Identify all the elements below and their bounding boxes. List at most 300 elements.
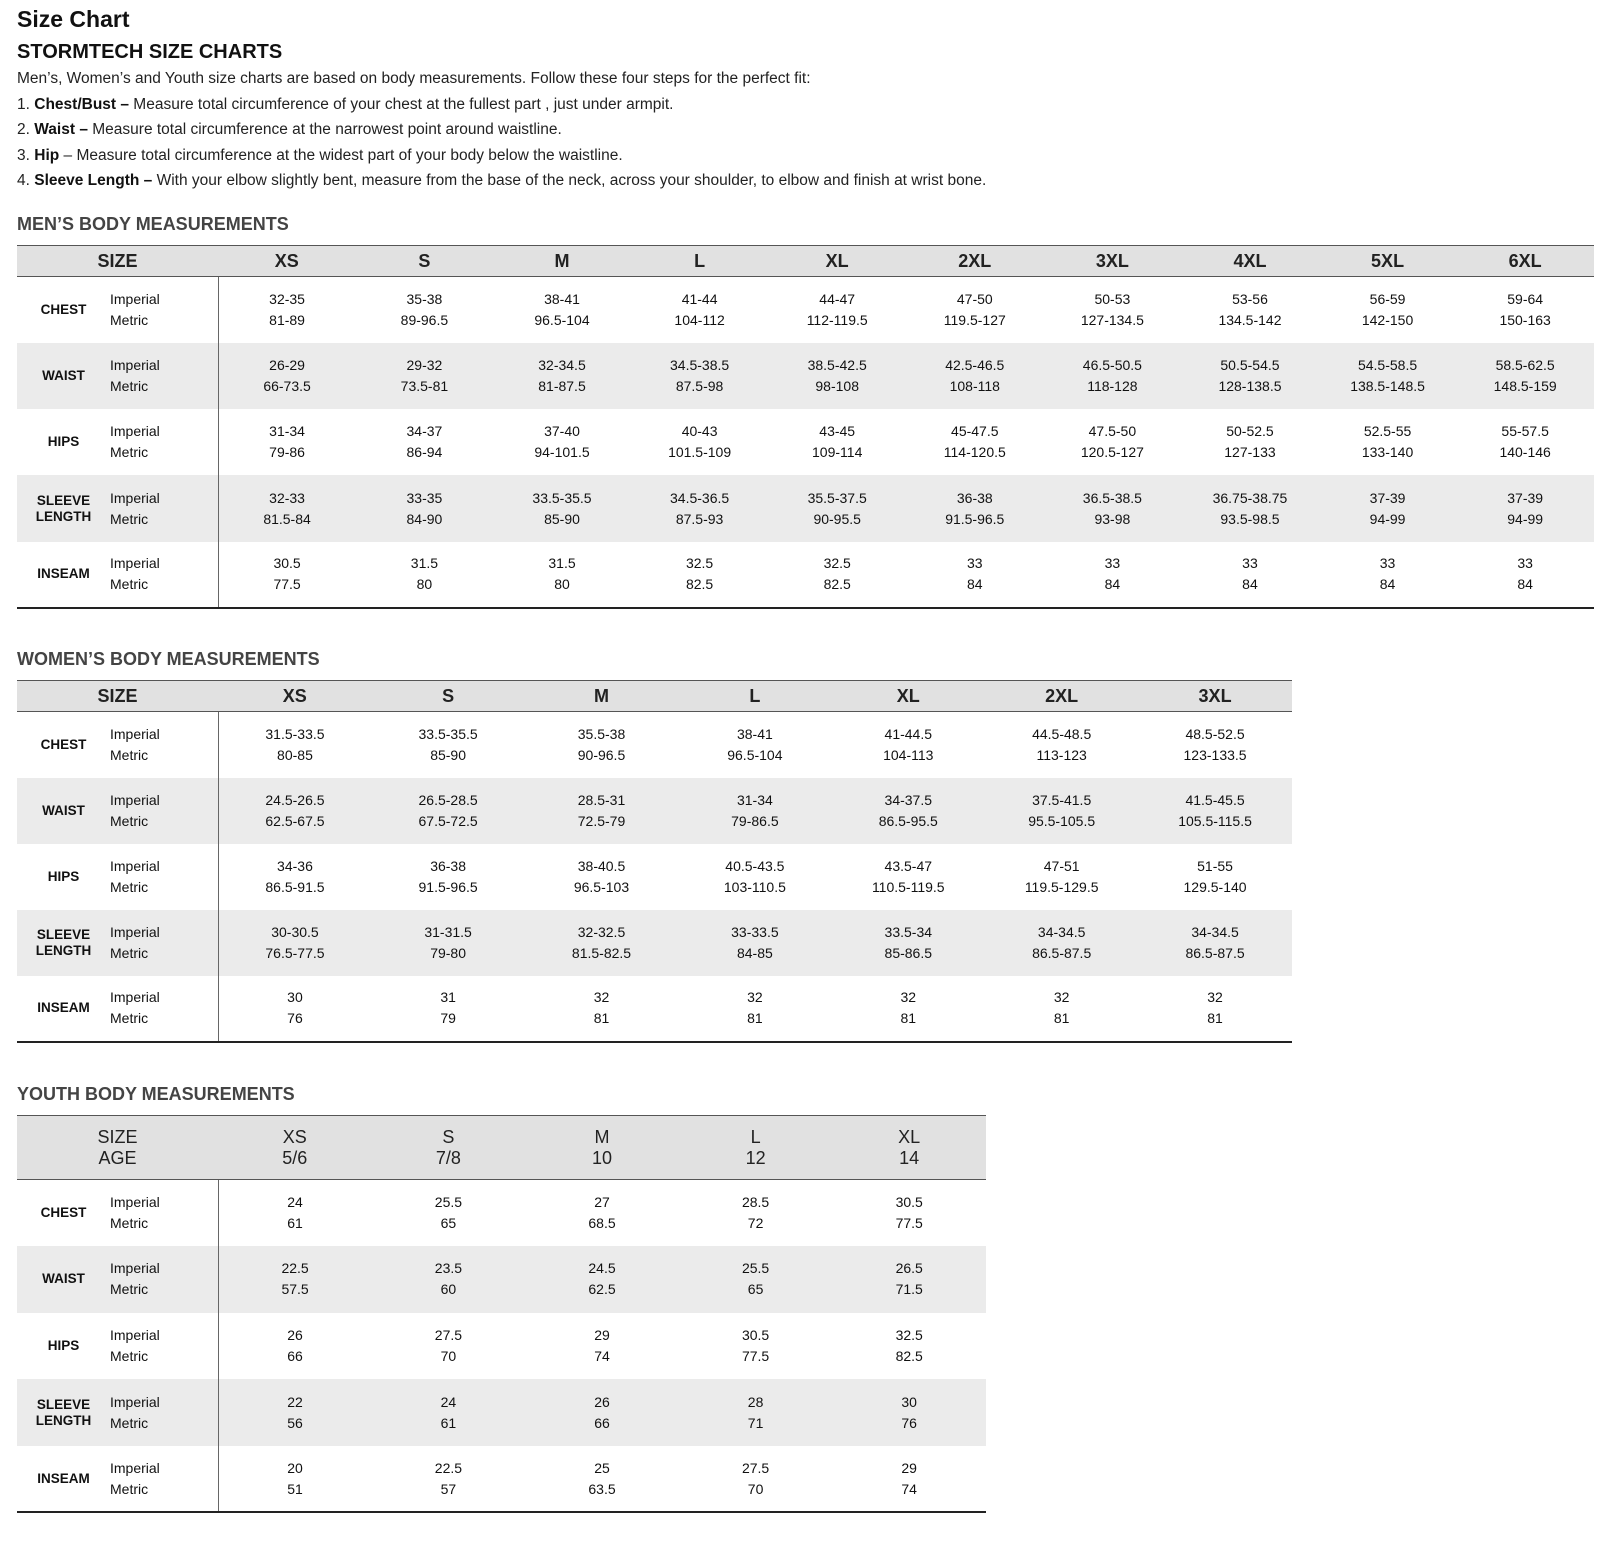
metric-value: 76.5-77.5 xyxy=(265,944,325,961)
size-column-header xyxy=(678,681,831,712)
metric-value: 142-150 xyxy=(1361,311,1414,328)
youth-size-table xyxy=(17,1115,986,1513)
metric-value: 129.5-140 xyxy=(1183,878,1247,895)
imperial-value: 30.5 xyxy=(273,555,301,572)
age-range: 5/6 xyxy=(282,1147,308,1168)
metric-value: 57.5 xyxy=(281,1281,309,1298)
metric-value: 63.5 xyxy=(588,1480,616,1497)
imperial-value: 32-33 xyxy=(269,489,305,506)
measurement-value-cell xyxy=(985,976,1138,1042)
metric-value: 84 xyxy=(966,576,983,593)
size-column-header xyxy=(985,681,1138,712)
metric-value: 84 xyxy=(1104,576,1121,593)
imperial-value: 47-51 xyxy=(1043,857,1080,874)
metric-label: Metric xyxy=(110,1480,149,1497)
imperial-value: 40-43 xyxy=(681,423,718,440)
womens-section-title: WOMEN’S BODY MEASUREMENTS xyxy=(17,649,320,669)
measurement-name: WAIST xyxy=(17,778,110,844)
imperial-value: 50-52.5 xyxy=(1226,423,1274,440)
size-code: XS xyxy=(274,250,299,271)
imperial-value: 47-50 xyxy=(956,290,993,307)
measurement-value-cell xyxy=(1138,910,1291,976)
imperial-value: 33.5-35.5 xyxy=(418,725,478,742)
imperial-value: 32.5 xyxy=(895,1326,923,1343)
imperial-value: 31-31.5 xyxy=(424,923,472,940)
imperial-value: 33-33.5 xyxy=(731,923,779,940)
imperial-value: 31-34 xyxy=(269,423,305,440)
measurement-value-cell xyxy=(1456,409,1594,475)
page-subtitle: STORMTECH SIZE CHARTS xyxy=(17,41,283,63)
measurement-row xyxy=(17,976,1292,1042)
metric-value: 93-98 xyxy=(1094,510,1131,527)
metric-value: 89-96.5 xyxy=(400,311,449,328)
measurement-value-cell xyxy=(1044,277,1182,343)
measurement-name: CHEST xyxy=(40,1205,87,1221)
measurement-value-cell xyxy=(218,1313,372,1380)
measurement-value-cell xyxy=(985,910,1138,976)
measurement-value-cell xyxy=(678,778,831,844)
imperial-value: 32.5 xyxy=(823,555,851,572)
measurement-value-cell xyxy=(493,343,631,409)
measurement-value-cell xyxy=(832,910,985,976)
metric-value: 79-80 xyxy=(430,944,466,961)
imperial-value: 42.5-46.5 xyxy=(945,356,1005,373)
imperial-value: 35.5-37.5 xyxy=(807,489,867,506)
imperial-value: 32-34.5 xyxy=(538,356,586,373)
metric-value: 104-112 xyxy=(674,311,725,328)
metric-value: 103-110.5 xyxy=(723,878,786,895)
metric-value: 67.5-72.5 xyxy=(418,812,478,829)
measurement-value-cell xyxy=(768,475,906,541)
imperial-value: 28.5-31 xyxy=(577,791,626,808)
imperial-value: 47.5-50 xyxy=(1088,423,1137,440)
measurement-value-cell xyxy=(768,542,906,608)
imperial-value: 31 xyxy=(440,989,456,1005)
measurement-value-cell xyxy=(679,1180,833,1247)
measurement-value-cell xyxy=(372,1446,526,1513)
imperial-value: 59-64 xyxy=(1507,290,1544,307)
measuring-steps xyxy=(17,92,1593,194)
imperial-value: 48.5-52.5 xyxy=(1185,725,1245,742)
unit-labels xyxy=(110,475,218,541)
measurement-value-cell xyxy=(832,844,985,910)
measurement-value-cell xyxy=(371,910,524,976)
measurement-value-cell xyxy=(906,343,1044,409)
metric-value: 51 xyxy=(287,1480,303,1497)
imperial-value: 31.5 xyxy=(548,555,576,572)
measurement-value-cell xyxy=(1181,277,1319,343)
metric-value: 77.5 xyxy=(273,576,301,593)
measurement-value-cell xyxy=(525,1379,679,1446)
metric-value: 94-99 xyxy=(1369,510,1406,527)
measurement-value-cell xyxy=(372,1379,526,1446)
unit-labels xyxy=(110,844,218,910)
metric-value: 86.5-91.5 xyxy=(265,878,325,895)
metric-value: 134.5-142 xyxy=(1218,311,1282,328)
metric-value: 86-94 xyxy=(406,444,443,461)
metric-value: 77.5 xyxy=(741,1347,770,1364)
unit-labels xyxy=(110,712,218,778)
size-column-header xyxy=(1044,246,1182,277)
imperial-value: 24.5-26.5 xyxy=(265,791,325,808)
measurement-value-cell xyxy=(1138,778,1291,844)
metric-value: 76 xyxy=(901,1414,917,1431)
metric-value: 84 xyxy=(1242,576,1258,593)
measurement-value-cell xyxy=(218,844,371,910)
measurement-value-cell xyxy=(371,712,524,778)
imperial-value: 53-56 xyxy=(1232,290,1268,307)
metric-value: 96.5-104 xyxy=(727,746,783,763)
measurement-value-cell xyxy=(1181,343,1319,409)
metric-value: 84-90 xyxy=(406,510,443,527)
metric-label: Metric xyxy=(110,444,149,461)
size-column-header xyxy=(1456,246,1594,277)
size-label: SIZE xyxy=(97,685,138,706)
measurement-value-cell xyxy=(906,542,1044,608)
imperial-value: 46.5-50.5 xyxy=(1082,356,1142,373)
measurement-row xyxy=(17,778,1292,844)
imperial-value: 43-45 xyxy=(819,423,856,440)
size-code: 2XL xyxy=(958,250,992,271)
measurement-value-cell xyxy=(985,712,1138,778)
metric-value: 70 xyxy=(440,1347,457,1364)
measurement-value-cell xyxy=(1044,343,1182,409)
metric-value: 81.5-84 xyxy=(263,510,311,527)
metric-value: 68.5 xyxy=(588,1215,616,1232)
metric-label: Metric xyxy=(110,812,149,829)
imperial-label: Imperial xyxy=(110,290,160,307)
imperial-label: Imperial xyxy=(110,857,160,874)
metric-value: 86.5-95.5 xyxy=(878,812,938,829)
measurement-value-cell xyxy=(1044,409,1182,475)
step-number: 1. xyxy=(17,95,30,113)
size-code: S xyxy=(442,685,455,706)
measurement-value-cell xyxy=(218,1180,372,1247)
measurement-value-cell xyxy=(631,409,769,475)
measurement-value-cell xyxy=(679,1379,833,1446)
step-number: 2. xyxy=(17,121,30,138)
unit-labels xyxy=(110,1313,218,1380)
imperial-value: 37-39 xyxy=(1369,489,1406,506)
measurement-value-cell xyxy=(1456,475,1594,541)
metric-value: 81 xyxy=(900,1010,917,1026)
metric-value: 94-99 xyxy=(1507,510,1544,527)
measurement-value-cell xyxy=(525,1313,679,1380)
metric-value: 79-86.5 xyxy=(731,812,779,829)
measurement-value-cell xyxy=(525,778,678,844)
metric-value: 72.5-79 xyxy=(577,812,626,829)
unit-labels xyxy=(110,343,218,409)
measurement-name: SLEEVE LENGTH xyxy=(17,1379,110,1446)
measurement-value-cell xyxy=(493,475,631,541)
imperial-value: 44.5-48.5 xyxy=(1032,725,1092,742)
imperial-label: Imperial xyxy=(110,555,160,572)
measurement-value-cell xyxy=(218,277,356,343)
size-label: SIZE xyxy=(97,250,138,271)
imperial-value: 38-40.5 xyxy=(577,857,626,874)
measurement-value-cell xyxy=(356,409,494,475)
metric-label: Metric xyxy=(110,1414,149,1431)
unit-labels xyxy=(110,277,218,343)
step-term: Sleeve Length – xyxy=(34,172,153,189)
measurement-value-cell xyxy=(218,343,356,409)
size-column-header xyxy=(832,1116,986,1180)
metric-label: Metric xyxy=(110,510,149,527)
imperial-value: 34.5-36.5 xyxy=(670,489,730,506)
step-chest xyxy=(17,92,1593,118)
imperial-label: Imperial xyxy=(110,1393,160,1410)
imperial-value: 50.5-54.5 xyxy=(1220,356,1280,373)
imperial-value: 27 xyxy=(594,1194,610,1211)
step-hip xyxy=(17,143,1593,169)
measurement-name: INSEAM xyxy=(17,1446,110,1513)
imperial-value: 30.5 xyxy=(741,1326,770,1343)
imperial-label: Imperial xyxy=(110,356,160,373)
size-code: 3XL xyxy=(1198,685,1232,706)
imperial-value: 32-35 xyxy=(269,290,305,307)
metric-value: 110.5-119.5 xyxy=(871,878,945,895)
metric-value: 118-128 xyxy=(1087,377,1138,394)
step-term: Chest/Bust – xyxy=(34,95,129,113)
measurement-row xyxy=(17,1446,986,1513)
measurement-row xyxy=(17,1313,986,1380)
imperial-value: 33 xyxy=(1242,555,1258,572)
step-number: 3. xyxy=(17,146,30,164)
imperial-value: 28 xyxy=(747,1393,764,1410)
metric-value: 81 xyxy=(1207,1010,1223,1026)
measurement-value-cell xyxy=(218,1246,372,1313)
metric-value: 91.5-96.5 xyxy=(945,510,1005,527)
measurement-value-cell xyxy=(832,778,985,844)
imperial-label: Imperial xyxy=(110,989,160,1005)
metric-value: 112-119.5 xyxy=(806,311,868,328)
imperial-label: Imperial xyxy=(110,1260,160,1277)
measurement-value-cell xyxy=(356,277,494,343)
age-range: 12 xyxy=(745,1147,766,1168)
header-row xyxy=(17,681,1292,712)
metric-value: 82.5 xyxy=(895,1347,923,1364)
size-code: L xyxy=(749,685,761,706)
metric-value: 65 xyxy=(747,1281,764,1298)
measurement-value-cell xyxy=(768,277,906,343)
measurement-value-cell xyxy=(356,475,494,541)
metric-value: 81-89 xyxy=(269,311,305,328)
metric-value: 81-87.5 xyxy=(538,377,586,394)
measurement-value-cell xyxy=(832,1313,986,1380)
measurement-value-cell xyxy=(631,343,769,409)
size-header-cell xyxy=(17,246,218,277)
metric-value: 86.5-87.5 xyxy=(1185,944,1245,961)
size-code: 6XL xyxy=(1508,250,1542,271)
measurement-name: SLEEVE LENGTH xyxy=(17,910,110,976)
measurement-row xyxy=(17,844,1292,910)
metric-value: 113-123 xyxy=(1036,746,1087,763)
age-label: AGE xyxy=(98,1147,137,1168)
metric-value: 90-95.5 xyxy=(813,510,861,527)
imperial-value: 25.5 xyxy=(434,1194,463,1211)
imperial-label: Imperial xyxy=(110,725,160,742)
size-code: S xyxy=(418,250,431,271)
metric-value: 127-133 xyxy=(1224,444,1276,461)
imperial-value: 29 xyxy=(594,1326,610,1343)
measurement-value-cell xyxy=(832,1180,986,1247)
metric-value: 79-86 xyxy=(269,444,305,461)
metric-value: 71 xyxy=(747,1414,764,1431)
measurement-value-cell xyxy=(679,1246,833,1313)
metric-label: Metric xyxy=(110,1010,149,1026)
imperial-value: 23.5 xyxy=(434,1260,463,1277)
imperial-value: 26 xyxy=(287,1326,303,1343)
metric-value: 98-108 xyxy=(815,377,859,394)
imperial-value: 33 xyxy=(1379,555,1396,572)
age-range: 7/8 xyxy=(435,1147,461,1168)
metric-value: 114-120.5 xyxy=(943,444,1006,461)
imperial-value: 50-53 xyxy=(1094,290,1131,307)
imperial-value: 43.5-47 xyxy=(884,857,933,874)
metric-value: 61 xyxy=(440,1414,457,1431)
metric-value: 84 xyxy=(1379,576,1396,593)
measurement-value-cell xyxy=(218,542,356,608)
metric-label: Metric xyxy=(110,377,149,394)
imperial-label: Imperial xyxy=(110,923,160,940)
imperial-value: 36.5-38.5 xyxy=(1082,489,1142,506)
imperial-label: Imperial xyxy=(110,1459,160,1476)
measurement-value-cell xyxy=(832,712,985,778)
size-header-cell xyxy=(17,1116,218,1180)
metric-value: 93.5-98.5 xyxy=(1220,510,1280,527)
metric-label: Metric xyxy=(110,1281,149,1298)
imperial-value: 37.5-41.5 xyxy=(1032,791,1092,808)
measurement-value-cell xyxy=(1319,343,1457,409)
size-column-header xyxy=(768,246,906,277)
imperial-value: 32.5 xyxy=(685,555,714,572)
measurement-value-cell xyxy=(218,1446,372,1513)
metric-value: 96.5-103 xyxy=(573,878,630,895)
unit-labels xyxy=(110,542,218,608)
metric-value: 74 xyxy=(901,1480,917,1497)
size-code: M xyxy=(594,1126,610,1147)
imperial-value: 38-41 xyxy=(736,725,773,742)
measurement-value-cell xyxy=(832,1446,986,1513)
measurement-value-cell xyxy=(678,712,831,778)
metric-value: 120.5-127 xyxy=(1080,444,1144,461)
imperial-value: 34-34.5 xyxy=(1191,923,1239,940)
measurement-value-cell xyxy=(1138,976,1291,1042)
imperial-value: 32 xyxy=(1207,989,1223,1005)
imperial-value: 26.5 xyxy=(895,1260,923,1277)
metric-value: 140-146 xyxy=(1499,444,1551,461)
page-title: Size Chart xyxy=(17,6,130,32)
size-column-header xyxy=(371,681,524,712)
measurement-value-cell xyxy=(1138,844,1291,910)
measurement-name: HIPS xyxy=(47,434,80,450)
step-text: Measure total circumference at the narrowest point around waistline. xyxy=(87,121,562,138)
size-code: M xyxy=(554,250,570,271)
size-column-header xyxy=(525,1116,679,1180)
mens-size-table xyxy=(17,245,1594,609)
imperial-value: 29-32 xyxy=(406,356,443,373)
metric-value: 62.5 xyxy=(588,1281,616,1298)
imperial-label: Imperial xyxy=(110,489,160,506)
metric-value: 80 xyxy=(416,576,433,593)
step-text: With your elbow slightly bent, measure from the base of the neck, across your shoulder, to elbow and finish at wrist bone. xyxy=(152,172,987,189)
metric-label: Metric xyxy=(110,1347,149,1364)
measurement-value-cell xyxy=(1181,409,1319,475)
unit-labels xyxy=(110,1379,218,1446)
metric-value: 119.5-127 xyxy=(943,311,1006,328)
youth-section-title: YOUTH BODY MEASUREMENTS xyxy=(17,1084,295,1104)
metric-value: 87.5-98 xyxy=(675,377,724,394)
imperial-label: Imperial xyxy=(110,423,160,440)
size-column-header xyxy=(1319,246,1457,277)
imperial-value: 22.5 xyxy=(281,1260,309,1277)
measurement-value-cell xyxy=(985,778,1138,844)
measurement-value-cell xyxy=(832,1246,986,1313)
imperial-value: 34-36 xyxy=(277,857,313,874)
metric-value: 85-90 xyxy=(430,746,466,763)
measurement-value-cell xyxy=(371,976,524,1042)
imperial-value: 25.5 xyxy=(741,1260,770,1277)
measurement-value-cell xyxy=(525,844,678,910)
imperial-value: 24 xyxy=(440,1393,457,1410)
imperial-value: 33 xyxy=(966,555,983,572)
measurement-row xyxy=(17,409,1594,475)
imperial-value: 33.5-35.5 xyxy=(532,489,592,506)
metric-value: 95.5-105.5 xyxy=(1028,812,1096,829)
metric-value: 128-138.5 xyxy=(1218,377,1282,394)
measurement-value-cell xyxy=(985,844,1138,910)
size-column-header xyxy=(493,246,631,277)
imperial-value: 33.5-34 xyxy=(884,923,933,940)
metric-value: 84-85 xyxy=(736,944,773,961)
metric-value: 148.5-159 xyxy=(1493,377,1557,394)
size-column-header xyxy=(832,681,985,712)
measurement-value-cell xyxy=(493,542,631,608)
imperial-value: 34-34.5 xyxy=(1037,923,1086,940)
imperial-value: 37-40 xyxy=(544,423,580,440)
measurement-value-cell xyxy=(1319,542,1457,608)
imperial-label: Imperial xyxy=(110,1326,160,1343)
measurement-value-cell xyxy=(218,1379,372,1446)
measurement-value-cell xyxy=(906,277,1044,343)
metric-value: 101.5-109 xyxy=(668,444,732,461)
measurement-value-cell xyxy=(493,409,631,475)
size-code: 5XL xyxy=(1371,250,1405,271)
measurement-value-cell xyxy=(832,1379,986,1446)
metric-value: 65 xyxy=(440,1215,457,1232)
metric-value: 105.5-115.5 xyxy=(1178,812,1252,829)
measurement-row xyxy=(17,1246,986,1313)
imperial-value: 34-37.5 xyxy=(884,791,933,808)
metric-value: 91.5-96.5 xyxy=(418,878,478,895)
imperial-value: 55-57.5 xyxy=(1501,423,1549,440)
imperial-value: 38-41 xyxy=(544,290,580,307)
imperial-value: 37-39 xyxy=(1507,489,1544,506)
metric-label: Metric xyxy=(110,1215,149,1232)
size-column-header xyxy=(631,246,769,277)
imperial-value: 32-32.5 xyxy=(577,923,626,940)
size-code: 2XL xyxy=(1045,685,1079,706)
metric-value: 87.5-93 xyxy=(675,510,724,527)
imperial-value: 38.5-42.5 xyxy=(807,356,867,373)
imperial-value: 36.75-38.75 xyxy=(1212,489,1288,506)
measurement-row xyxy=(17,542,1594,608)
imperial-value: 22.5 xyxy=(434,1459,463,1476)
measurement-value-cell xyxy=(372,1180,526,1247)
measurement-value-cell xyxy=(631,542,769,608)
step-number: 4. xyxy=(17,172,30,189)
measurement-value-cell xyxy=(1044,542,1182,608)
